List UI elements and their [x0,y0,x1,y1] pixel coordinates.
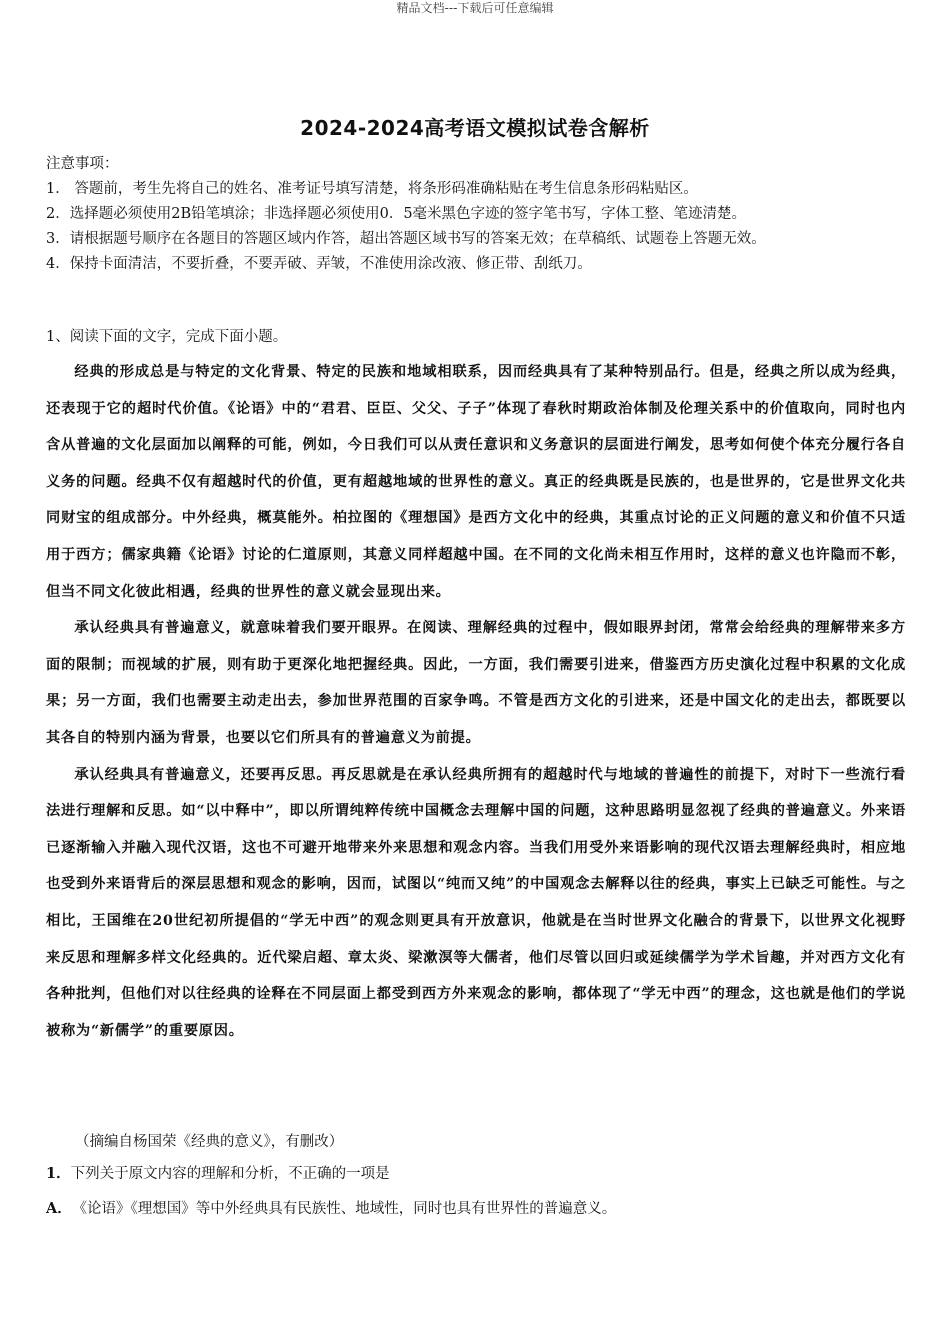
passage-source: （摘编自杨国荣《经典的意义》，有删改） [75,1134,344,1150]
passage-paragraph-3: 承认经典具有普遍意义，还要再反思。再反思就是在承认经典所拥有的超越时代与地域的普遍性的前提下，对时下一些流行看法进行理解和反思。如“以中释中”，即以所谓纯粹传统中国概念去理解中国的问题，这种思路明显忽视了经典的普遍意义。外来语已逐渐输入并融入现代汉语，这也不可避开地带来外来思想和观念内容。当我们用受外来语影响的现代汉语去理解经典时，相应地也受到外来语背后的深层思想和观念的影响，因而，试图以“纯而又纯”的中国观念去解释以往的经典，事实上已缺乏可能性。与之相比，王国维在20世纪初所提倡的“学无中西”的观念则更具有开放意识，他就是在当时世界文化融合的背景下，以世界文化视野来反思和理解多样文化经典的。近代梁启超、章太炎、梁漱溟等大儒者，他们尽管以回归或延续儒学为学术旨趣，并对西方文化有各种批判，但他们对以往经典的诠释在不同层面上都受到西方外来观念的影响，都体现了“学无中西”的理念，这也就是他们的学说被称为“新儒学”的重要原因。 [46,766,906,1039]
notice-item-3: 3．请根据题号顺序在各题目的答题区域内作答，超出答题区域书写的答案无效；在草稿纸、试题卷上答题无效。 [46,231,766,247]
option-letter: A． [46,1200,72,1217]
question-1 [46,1162,906,1186]
notice-item-1: 1． 答题前，考生先将自己的姓名、准考证号填写清楚，将条形码准确粘贴在考生信息条形码粘贴区。 [46,181,698,197]
notice-heading: 注意事项： [46,156,119,172]
passage-paragraph-1: 经典的形成总是与特定的文化背景、特定的民族和地域相联系，因而经典具有了某种特别品行。但是，经典之所以成为经典，还表现于它的超时代价值。《论语》中的“君君、臣臣、父父、子子”体现了春秋时期政治体制及伦理关系中的价值取向，同时也内含从普遍的文化层面加以阐释的可能，例如，今日我们可以从责任意识和义务意识的层面进行阐发，思考如何使个体充分履行各自义务的问题。经典不仅有超越时代的价值，更有超越地域的世界性的意义。真正的经典既是民族的，也是世界的，它是世界文化共同财宝的组成部分。中外经典，概莫能外。柏拉图的《理想国》是西方文化中的经典，其重点讨论的正义问题的意义和价值不只适用于西方；儒家典籍《论语》讨论的仁道原则，其意义同样超越中国。在不同的文化尚未相互作用时，这样的意义也许隐而不彰，但当不同文化彼此相遇，经典的世界性的意义就会显现出来。 [46,364,906,600]
notice-item-2: 2．选择题必须使用2B铅笔填涂；非选择题必须使用0．5毫米黑色字迹的签字笔书写，字体工整、笔迹清楚。 [46,206,747,222]
question-number: 1． [46,1165,71,1182]
notice-item-4: 4．保持卡面清洁，不要折叠，不要弄破、弄皱，不准使用涂改液、修正带、刮纸刀。 [46,256,592,272]
reading-passage [46,354,906,1049]
question-text: 下列关于原文内容的理解和分析，不正确的一项是 [70,1166,390,1182]
option-a [46,1197,906,1221]
header-note: 精品文档---下载后可任意编辑 [396,1,554,15]
notice-section [46,152,906,277]
passage-paragraph-2: 承认经典具有普遍意义，就意味着我们要开眼界。在阅读、理解经典的过程中，假如眼界封闭，常常会给经典的理解带来多方面的限制；而视域的扩展，则有助于更深化地把握经典。因此，一方面，我们需要引进来，借鉴西方历史演化过程中积累的文化成果；另一方面，我们也需要主动走出去，参加世界范围的百家争鸣。不管是西方文化的引进来，还是中国文化的走出去，都既要以其各自的特别内涵为背景，也要以它们所具有的普遍意义为前提。 [46,620,906,746]
section-question: 1、阅读下面的文字，完成下面小题。 [46,329,288,345]
option-text: 《论语》《理想国》等中外经典具有民族性、地域性，同时也具有世界性的普遍意义。 [79,1201,617,1217]
page-title: 2024-2024高考语文模拟试卷含解析 [300,116,650,140]
